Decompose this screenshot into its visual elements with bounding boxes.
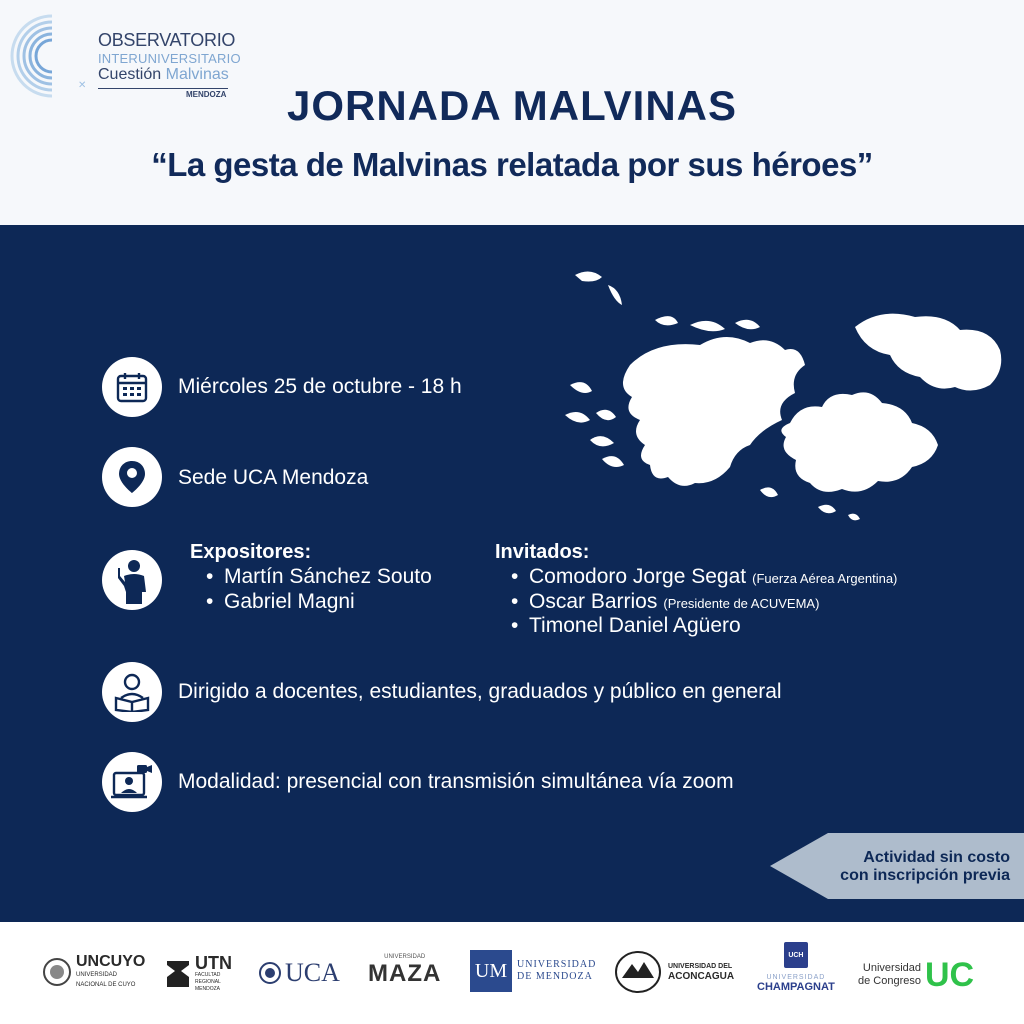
list-item: • Martín Sánchez Souto [200, 565, 432, 590]
uc-sub1: Universidad [862, 962, 921, 974]
logo-line3b: Malvinas [165, 66, 229, 83]
aconcagua-logo [614, 950, 734, 994]
info-panel [0, 225, 1024, 922]
champagnat-name: UCH [784, 942, 808, 968]
uc-sub2: de Congreso [858, 975, 921, 987]
uca-seal-icon [258, 961, 282, 985]
mode-text: Modalidad: presencial con transmisión simultánea vía zoom [178, 770, 734, 793]
date-text: Miércoles 25 de octubre - 18 h [178, 375, 462, 398]
uc-name: UC [925, 956, 975, 994]
header [0, 0, 1024, 225]
uncuyo-seal-icon [42, 957, 72, 987]
badge-line2: con inscripción previa [840, 867, 1010, 884]
aconcagua-name: UNIVERSIDAD DEL [668, 963, 733, 970]
speakers-list [200, 565, 432, 614]
location-icon-circle [102, 447, 162, 507]
guest-note: (Fuerza Aérea Argentina) [752, 571, 898, 586]
speakers-heading: Expositores: [190, 541, 312, 563]
uncuyo-sub1: UNIVERSIDAD [76, 972, 118, 978]
guests-list [505, 565, 897, 639]
speaker-icon-circle [102, 550, 162, 610]
guests-heading: Invitados: [495, 541, 590, 563]
badge-line1: Actividad sin costo [863, 849, 1010, 866]
reader-icon-circle [102, 662, 162, 722]
logo-line4: MENDOZA [186, 90, 227, 99]
utn-emblem-icon [165, 959, 191, 989]
maza-name: MAZA [368, 960, 442, 987]
list-item [505, 614, 897, 639]
aconcagua-seal-icon [614, 950, 662, 994]
logo-line3a: Cuestión [98, 66, 162, 83]
guest-note: (Presidente de ACUVEMA) [663, 595, 820, 611]
malvinas-map-icon [560, 245, 1010, 535]
uncuyo-sub2: NACIONAL DE CUYO [76, 982, 136, 988]
video-conference-icon [111, 763, 153, 801]
page-title: JORNADA MALVINAS [286, 82, 737, 129]
uncuyo-logo [42, 954, 145, 990]
uca-name: UCA [285, 958, 340, 987]
aconcagua-sub1: ACONCAGUA [668, 971, 735, 982]
um-sub2: DE MENDOZA [517, 971, 593, 982]
venue-text: Sede UCA Mendoza [178, 466, 369, 489]
champagnat-sub1: UNIVERSIDAD [766, 974, 826, 981]
svg-text:✕: ✕ [78, 80, 87, 91]
champagnat-logo [757, 942, 835, 993]
badge-text [840, 849, 1010, 885]
utn-sub1: FACULTAD [195, 972, 221, 978]
guest-name: Timonel Daniel Agüero [529, 614, 741, 637]
calendar-icon-circle [102, 357, 162, 417]
uca-logo [258, 958, 340, 988]
uc-logo [858, 956, 975, 994]
um-logo [470, 950, 596, 992]
utn-logo [165, 954, 232, 993]
logo-line1: OBSERVATORIO [98, 30, 236, 50]
utn-sub3: MENDOZA [195, 986, 220, 992]
um-sub1: UNIVERSIDAD [517, 959, 597, 970]
location-pin-icon [117, 459, 147, 495]
champagnat-sub2: CHAMPAGNAT [757, 981, 835, 993]
maza-sub1: UNIVERSIDAD [384, 954, 426, 960]
logo-line2: INTERUNIVERSITARIO [98, 51, 241, 66]
guest-name: Oscar Barrios [529, 589, 658, 613]
um-name: UM [470, 950, 512, 992]
utn-sub2: REGIONAL [195, 979, 221, 985]
calendar-icon [115, 370, 149, 404]
list-item [505, 565, 897, 590]
utn-name: UTN [195, 953, 232, 973]
free-activity-badge [770, 833, 1024, 899]
list-item: • Gabriel Magni [200, 590, 432, 615]
maza-logo [368, 954, 441, 988]
audience-text: Dirigido a docentes, estudiantes, graduados y público en general [178, 680, 782, 703]
list-item [505, 590, 897, 615]
uncuyo-name: UNCUYO [76, 953, 146, 970]
speaker-icon [112, 556, 152, 604]
page-subtitle: “La gesta de Malvinas relatada por sus héroes” [151, 146, 873, 183]
video-icon-circle [102, 752, 162, 812]
reader-icon [112, 672, 152, 712]
footer-logos [0, 922, 1024, 1024]
guest-name: Comodoro Jorge Segat [529, 565, 747, 588]
